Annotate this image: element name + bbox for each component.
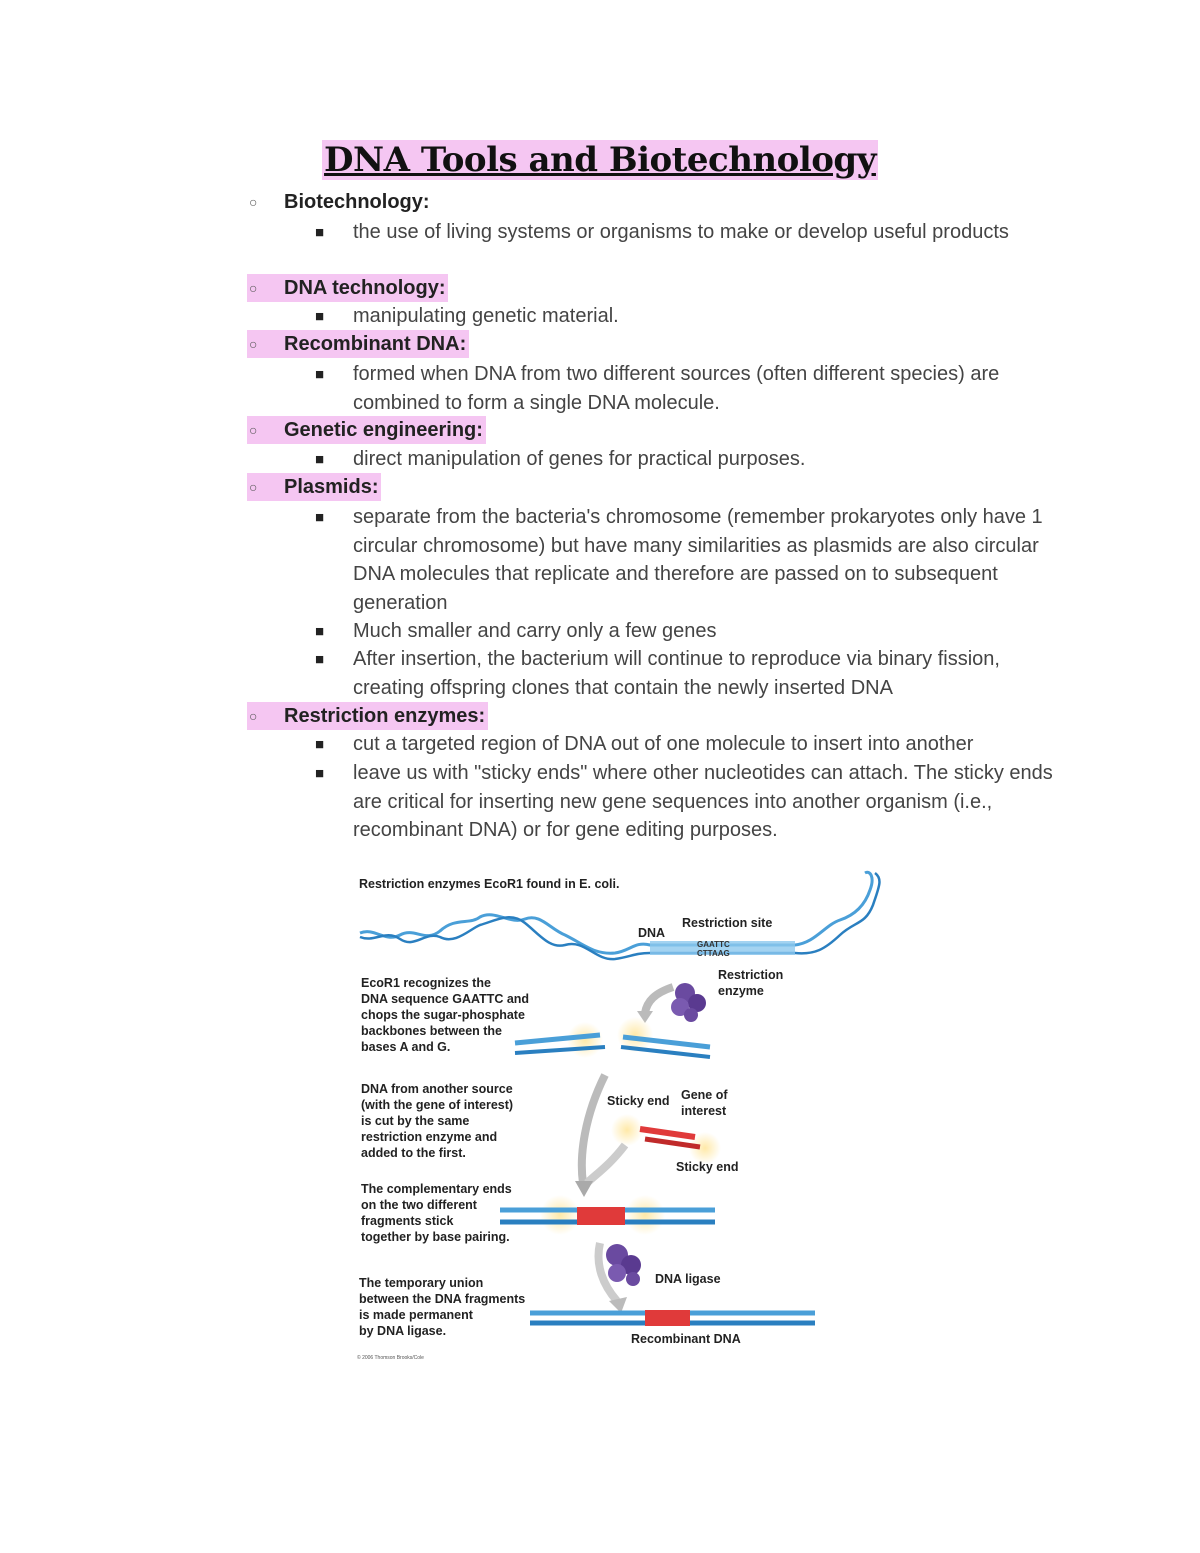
- label-dna: DNA: [638, 926, 666, 940]
- restriction-enzyme-diagram: [355, 865, 895, 1365]
- square-bullet-icon: ■: [315, 736, 325, 753]
- list-item-text: Much smaller and carry only a few genes: [353, 620, 717, 642]
- svg-text:added to the first.: added to the first.: [361, 1146, 466, 1160]
- list-item-text: formed when DNA from two different sources (often different species) are combined to form a single DNA molecule.: [353, 363, 1000, 414]
- term-label: Recombinant DNA:: [284, 332, 467, 355]
- hollow-circle-bullet-icon: ○: [249, 336, 258, 352]
- step-3-text: [361, 1182, 512, 1244]
- svg-text:between the DNA fragments: between the DNA fragments: [359, 1292, 526, 1306]
- square-bullet-icon: ■: [315, 651, 325, 668]
- svg-text:backbones between the: backbones between the: [361, 1024, 503, 1038]
- list-item: [315, 302, 1075, 332]
- label-restriction-enzyme-2: enzyme: [718, 984, 764, 998]
- joined-dna-fragments: [500, 1195, 715, 1235]
- square-bullet-icon: ■: [315, 224, 325, 241]
- list-item-text: manipulating genetic material.: [353, 305, 619, 327]
- sequence-top: GAATTC: [697, 940, 730, 949]
- svg-text:fragments stick: fragments stick: [361, 1214, 454, 1228]
- list-item: [315, 759, 1075, 845]
- term-restriction-enzymes: [247, 702, 488, 730]
- list-item-text: direct manipulation of genes for practical purposes.: [353, 448, 806, 470]
- list-item-text: After insertion, the bacterium will continue to reproduce via binary fission, creating offspring clones that contain the newly inserted DNA: [353, 648, 1000, 699]
- label-restriction-site: Restriction site: [682, 916, 773, 930]
- list-item: [315, 730, 1075, 760]
- term-plasmids: [247, 473, 381, 501]
- list-item: [315, 503, 1075, 617]
- list-item-text: cut a targeted region of DNA out of one molecule to insert into another: [353, 733, 974, 755]
- gene-of-interest-fragment: [611, 1114, 721, 1164]
- list-item: [315, 360, 1075, 417]
- label-dna-ligase: DNA ligase: [655, 1272, 721, 1286]
- list-item: [315, 617, 1075, 647]
- arrow-2-head: [575, 1181, 593, 1197]
- svg-text:EcoR1 recognizes the: EcoR1 recognizes the: [361, 976, 491, 990]
- svg-text:The complementary ends: The complementary ends: [361, 1182, 512, 1196]
- list-item-text: leave us with "sticky ends" where other nucleotides can attach. The sticky ends are critical for inserting new gene sequences into another organism (i.e., recombinant DNA) or for gene editing purposes.: [353, 762, 1053, 841]
- figure-heading: Restriction enzymes EcoR1 found in E. coli.: [359, 877, 620, 891]
- hollow-circle-bullet-icon: ○: [249, 479, 258, 495]
- square-bullet-icon: ■: [315, 366, 325, 383]
- square-bullet-icon: ■: [315, 623, 325, 640]
- svg-text:chops the sugar-phosphate: chops the sugar-phosphate: [361, 1008, 525, 1022]
- term-label: Biotechnology:: [284, 190, 430, 213]
- list-item: [315, 445, 1075, 475]
- page-title-wrap: [0, 140, 1200, 180]
- term-genetic-engineering: [247, 416, 486, 444]
- list-item: [315, 218, 1075, 248]
- svg-text:The temporary union: The temporary union: [359, 1276, 484, 1290]
- dna-ligase-icon: [606, 1244, 641, 1286]
- cut-dna-fragments: [515, 1017, 710, 1058]
- svg-text:DNA sequence GAATTC and: DNA sequence GAATTC and: [361, 992, 530, 1006]
- label-sticky-end-2: Sticky end: [676, 1160, 739, 1174]
- svg-text:by DNA ligase.: by DNA ligase.: [359, 1324, 447, 1338]
- square-bullet-icon: ■: [315, 765, 325, 782]
- list-item-text: separate from the bacteria's chromosome (remember prokaryotes only have 1 circular chromosome) but have many similarities as plasmids are also circular DNA molecules that replicate and therefore are passed on to subsequent generation: [353, 506, 1043, 614]
- list-item-text: the use of living systems or organisms to make or develop useful products: [353, 221, 1009, 243]
- svg-text:is cut by the same: is cut by the same: [361, 1114, 470, 1128]
- list-item: [315, 645, 1075, 702]
- hollow-circle-bullet-icon: ○: [249, 708, 258, 724]
- label-gene-of-interest-2: interest: [681, 1104, 727, 1118]
- term-biotechnology: [247, 188, 433, 216]
- arrow-1: [645, 987, 673, 1013]
- figure-credit: © 2006 Thomson Brooks/Cole: [357, 1355, 424, 1361]
- label-recombinant-dna: Recombinant DNA: [631, 1332, 741, 1346]
- svg-text:DNA from another source: DNA from another source: [361, 1082, 513, 1096]
- term-label: Restriction enzymes:: [284, 704, 486, 727]
- svg-text:(with the gene of interest): (with the gene of interest): [361, 1098, 514, 1112]
- square-bullet-icon: ■: [315, 451, 325, 468]
- hollow-circle-bullet-icon: ○: [249, 194, 258, 210]
- page-title: DNA Tools and Biotechnology: [324, 140, 876, 180]
- arrow-3: [587, 1145, 625, 1183]
- sequence-bottom: CTTAAG: [697, 949, 730, 958]
- svg-text:on the two different: on the two different: [361, 1198, 477, 1212]
- term-recombinant-dna: [247, 330, 469, 358]
- restriction-enzyme-icon: [671, 983, 706, 1022]
- svg-text:together by base pairing.: together by base pairing.: [361, 1230, 510, 1244]
- square-bullet-icon: ■: [315, 308, 325, 325]
- term-dna-technology: [247, 274, 448, 302]
- square-bullet-icon: ■: [315, 509, 325, 526]
- svg-text:is made permanent: is made permanent: [359, 1308, 473, 1322]
- svg-text:restriction enzyme and: restriction enzyme and: [361, 1130, 498, 1144]
- term-label: Genetic engineering:: [284, 418, 483, 441]
- label-gene-of-interest-1: Gene of: [681, 1088, 728, 1102]
- svg-text:bases A and G.: bases A and G.: [361, 1040, 451, 1054]
- hollow-circle-bullet-icon: ○: [249, 280, 258, 296]
- step-4-text: [359, 1276, 525, 1338]
- term-label: DNA technology:: [284, 276, 446, 299]
- step-1-text: [361, 976, 529, 1054]
- label-sticky-end-1: Sticky end: [607, 1094, 670, 1108]
- term-label: Plasmids:: [284, 475, 379, 498]
- label-restriction-enzyme-1: Restriction: [718, 968, 784, 982]
- step-2-text: [361, 1082, 513, 1160]
- hollow-circle-bullet-icon: ○: [249, 422, 258, 438]
- recombinant-dna: [530, 1310, 815, 1326]
